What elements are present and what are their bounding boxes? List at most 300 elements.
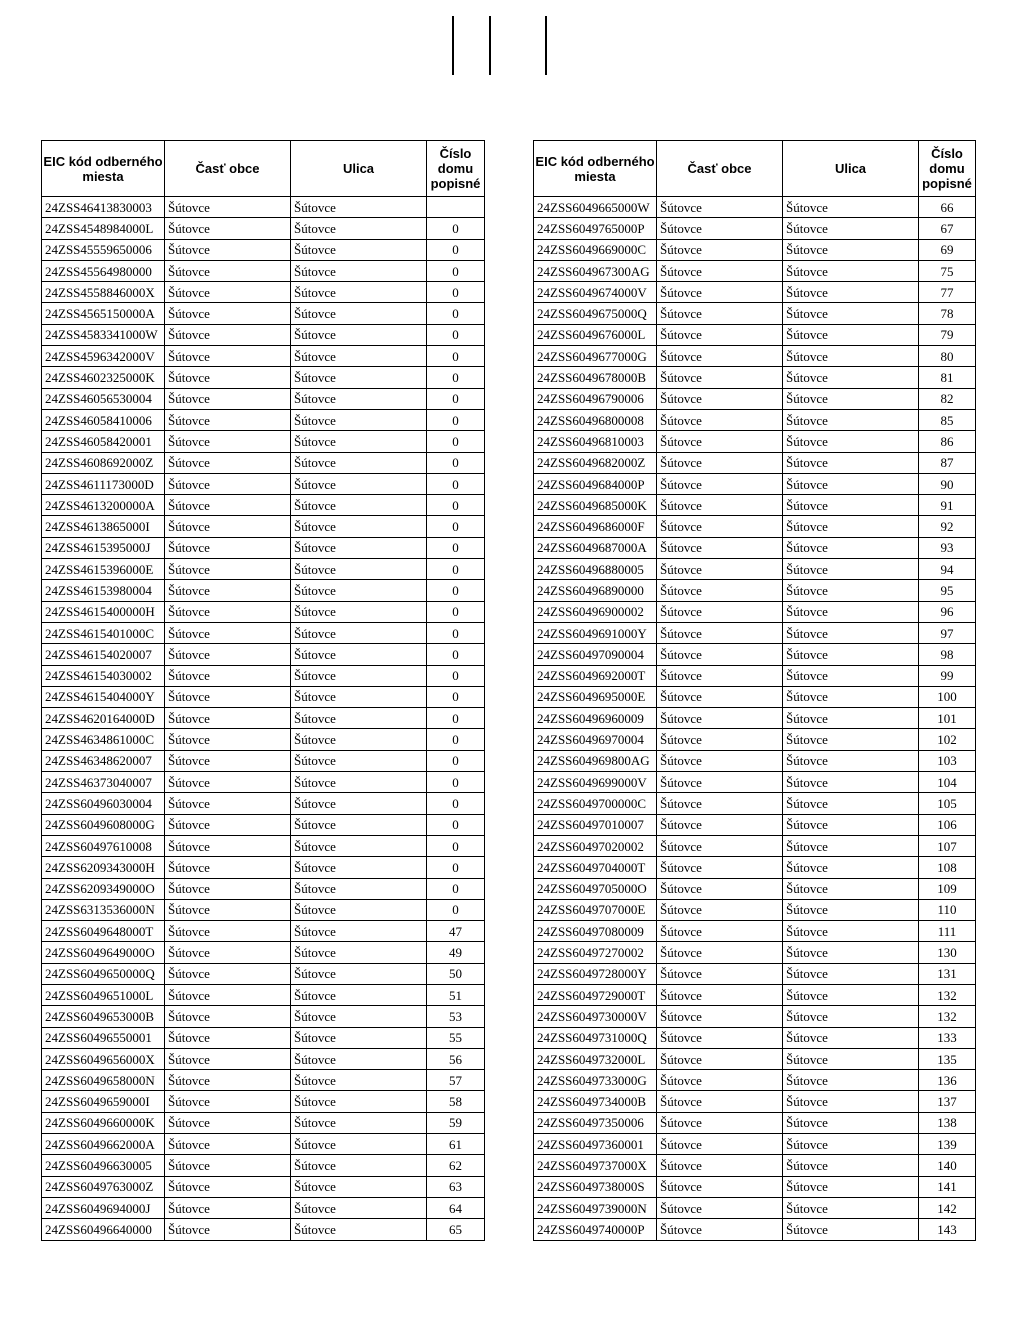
eic-code-cell: 24ZSS4615395000J <box>42 537 165 558</box>
street-cell: Šútovce <box>783 303 919 324</box>
eic-code-cell: 24ZSS60496880005 <box>534 559 657 580</box>
street-cell: Šútovce <box>291 218 427 239</box>
house-number-cell: 0 <box>427 899 485 920</box>
table-row <box>42 665 485 686</box>
street-cell: Šútovce <box>783 239 919 260</box>
part-cell: Šútovce <box>165 622 291 643</box>
street-cell: Šútovce <box>783 473 919 494</box>
part-cell: Šútovce <box>657 984 783 1005</box>
table-row <box>534 835 976 856</box>
eic-code-cell: 24ZSS60496640000 <box>42 1219 165 1240</box>
house-number-cell: 0 <box>427 857 485 878</box>
right-table <box>533 140 976 1241</box>
house-number-cell: 0 <box>427 622 485 643</box>
table-row <box>534 942 976 963</box>
street-cell: Šútovce <box>783 835 919 856</box>
table-row <box>42 303 485 324</box>
part-cell: Šútovce <box>657 324 783 345</box>
header-part: Časť obce <box>165 141 291 197</box>
table-row <box>534 1112 976 1133</box>
part-cell: Šútovce <box>165 1134 291 1155</box>
house-number-cell: 87 <box>919 452 976 473</box>
eic-code-cell: 24ZSS46153980004 <box>42 580 165 601</box>
part-cell: Šútovce <box>165 303 291 324</box>
table-row <box>42 1112 485 1133</box>
street-cell: Šútovce <box>291 239 427 260</box>
street-cell: Šútovce <box>291 1197 427 1218</box>
house-number-cell: 139 <box>919 1134 976 1155</box>
table-row <box>42 559 485 580</box>
table-row <box>42 793 485 814</box>
house-number-cell: 0 <box>427 324 485 345</box>
house-number-cell: 0 <box>427 260 485 281</box>
house-number-cell: 49 <box>427 942 485 963</box>
street-cell: Šútovce <box>291 346 427 367</box>
house-number-cell: 85 <box>919 409 976 430</box>
street-cell: Šútovce <box>291 559 427 580</box>
part-cell: Šútovce <box>165 1070 291 1091</box>
house-number-cell: 0 <box>427 729 485 750</box>
part-cell: Šútovce <box>165 686 291 707</box>
street-cell: Šútovce <box>291 1070 427 1091</box>
part-cell: Šútovce <box>657 516 783 537</box>
street-cell: Šútovce <box>291 452 427 473</box>
table-row <box>534 409 976 430</box>
street-cell: Šútovce <box>291 921 427 942</box>
table-row <box>42 516 485 537</box>
header-part: Časť obce <box>657 141 783 197</box>
house-number-cell: 109 <box>919 878 976 899</box>
header-house-number: Číslo domu popisné <box>427 141 485 197</box>
table-row <box>534 899 976 920</box>
house-number-cell: 0 <box>427 473 485 494</box>
eic-code-cell: 24ZSS4620164000D <box>42 708 165 729</box>
header-house-number: Číslo domu popisné <box>919 141 976 197</box>
street-cell: Šútovce <box>783 1048 919 1069</box>
table-row <box>534 197 976 218</box>
house-number-cell: 111 <box>919 921 976 942</box>
street-cell: Šútovce <box>291 622 427 643</box>
street-cell: Šútovce <box>291 984 427 1005</box>
part-cell: Šútovce <box>165 835 291 856</box>
left-table-body <box>42 197 485 1241</box>
eic-code-cell: 24ZSS45564980000 <box>42 260 165 281</box>
house-number-cell: 0 <box>427 367 485 388</box>
table-row <box>42 1219 485 1240</box>
eic-code-cell: 24ZSS46058410006 <box>42 409 165 430</box>
table-row <box>534 750 976 771</box>
street-cell: Šútovce <box>783 559 919 580</box>
table-row <box>534 665 976 686</box>
eic-code-cell: 24ZSS6049765000P <box>534 218 657 239</box>
table-row <box>534 1070 976 1091</box>
header-row <box>534 141 976 197</box>
eic-code-cell: 24ZSS46058420001 <box>42 431 165 452</box>
eic-code-cell: 24ZSS6049658000N <box>42 1070 165 1091</box>
street-cell: Šútovce <box>291 1219 427 1240</box>
table-row <box>42 346 485 367</box>
part-cell: Šútovce <box>165 665 291 686</box>
street-cell: Šútovce <box>783 1027 919 1048</box>
part-cell: Šútovce <box>657 218 783 239</box>
table-row <box>42 260 485 281</box>
eic-code-cell: 24ZSS6049700000C <box>534 793 657 814</box>
house-number-cell: 96 <box>919 601 976 622</box>
eic-code-cell: 24ZSS4565150000A <box>42 303 165 324</box>
eic-code-cell: 24ZSS6049686000F <box>534 516 657 537</box>
table-row <box>534 239 976 260</box>
part-cell: Šútovce <box>165 1112 291 1133</box>
part-cell: Šútovce <box>657 1176 783 1197</box>
street-cell: Šútovce <box>291 644 427 665</box>
eic-code-cell: 24ZSS6049659000I <box>42 1091 165 1112</box>
street-cell: Šútovce <box>783 772 919 793</box>
street-cell: Šútovce <box>291 1134 427 1155</box>
street-cell: Šútovce <box>783 367 919 388</box>
table-row <box>534 1134 976 1155</box>
street-cell: Šútovce <box>291 835 427 856</box>
part-cell: Šútovce <box>165 708 291 729</box>
eic-code-cell: 24ZSS6049740000P <box>534 1219 657 1240</box>
street-cell: Šútovce <box>291 793 427 814</box>
street-cell: Šútovce <box>291 1006 427 1027</box>
table-row <box>534 1197 976 1218</box>
part-cell: Šútovce <box>657 409 783 430</box>
table-row <box>534 921 976 942</box>
street-cell: Šútovce <box>783 857 919 878</box>
house-number-cell: 92 <box>919 516 976 537</box>
part-cell: Šútovce <box>657 878 783 899</box>
house-number-cell: 104 <box>919 772 976 793</box>
table-row <box>42 814 485 835</box>
table-row <box>534 324 976 345</box>
street-cell: Šútovce <box>291 580 427 601</box>
part-cell: Šútovce <box>165 324 291 345</box>
part-cell: Šútovce <box>657 665 783 686</box>
part-cell: Šútovce <box>657 921 783 942</box>
eic-code-cell: 24ZSS60496030004 <box>42 793 165 814</box>
part-cell: Šútovce <box>165 1027 291 1048</box>
eic-code-cell: 24ZSS6049662000A <box>42 1134 165 1155</box>
street-cell: Šútovce <box>291 473 427 494</box>
eic-code-cell: 24ZSS6049704000T <box>534 857 657 878</box>
table-row <box>534 495 976 516</box>
table-row <box>534 772 976 793</box>
street-cell: Šútovce <box>291 1155 427 1176</box>
house-number-cell: 131 <box>919 963 976 984</box>
house-number-cell: 0 <box>427 409 485 430</box>
table-row <box>42 708 485 729</box>
table-row <box>534 708 976 729</box>
table-row <box>42 644 485 665</box>
eic-code-cell: 24ZSS6049648000T <box>42 921 165 942</box>
part-cell: Šútovce <box>657 1027 783 1048</box>
part-cell: Šútovce <box>657 942 783 963</box>
eic-code-cell: 24ZSS6049699000V <box>534 772 657 793</box>
eic-code-cell: 24ZSS60497270002 <box>534 942 657 963</box>
house-number-cell: 0 <box>427 495 485 516</box>
house-number-cell: 67 <box>919 218 976 239</box>
eic-code-cell: 24ZSS6049730000V <box>534 1006 657 1027</box>
house-number-cell: 0 <box>427 537 485 558</box>
part-cell: Šútovce <box>657 1070 783 1091</box>
eic-code-cell: 24ZSS6049731000Q <box>534 1027 657 1048</box>
eic-code-cell: 24ZSS6049695000E <box>534 686 657 707</box>
eic-code-cell: 24ZSS6049739000N <box>534 1197 657 1218</box>
eic-code-cell: 24ZSS6049682000Z <box>534 452 657 473</box>
part-cell: Šútovce <box>165 473 291 494</box>
house-number-cell: 102 <box>919 729 976 750</box>
house-number-cell: 95 <box>919 580 976 601</box>
street-cell: Šútovce <box>783 218 919 239</box>
eic-code-cell: 24ZSS6313536000N <box>42 899 165 920</box>
street-cell: Šútovce <box>783 495 919 516</box>
part-cell: Šútovce <box>657 729 783 750</box>
table-row <box>42 750 485 771</box>
house-number-cell: 0 <box>427 835 485 856</box>
eic-code-cell: 24ZSS4613200000A <box>42 495 165 516</box>
street-cell: Šútovce <box>291 431 427 452</box>
part-cell: Šútovce <box>657 857 783 878</box>
eic-code-cell: 24ZSS6049684000P <box>534 473 657 494</box>
part-cell: Šútovce <box>657 1197 783 1218</box>
street-cell: Šútovce <box>783 1134 919 1155</box>
street-cell: Šútovce <box>783 899 919 920</box>
part-cell: Šútovce <box>165 452 291 473</box>
part-cell: Šútovce <box>165 750 291 771</box>
street-cell: Šútovce <box>783 1112 919 1133</box>
eic-code-cell: 24ZSS4615401000C <box>42 622 165 643</box>
street-cell: Šútovce <box>783 793 919 814</box>
house-number-cell: 0 <box>427 686 485 707</box>
street-cell: Šútovce <box>291 857 427 878</box>
part-cell: Šútovce <box>165 388 291 409</box>
house-number-cell: 0 <box>427 346 485 367</box>
house-number-cell: 90 <box>919 473 976 494</box>
header-eic: EIC kód odberného miesta <box>42 141 165 197</box>
eic-code-cell: 24ZSS4602325000K <box>42 367 165 388</box>
house-number-cell: 47 <box>427 921 485 942</box>
table-row <box>42 537 485 558</box>
house-number-cell: 97 <box>919 622 976 643</box>
street-cell: Šútovce <box>783 1219 919 1240</box>
eic-code-cell: 24ZSS60496970004 <box>534 729 657 750</box>
house-number-cell: 0 <box>427 793 485 814</box>
eic-code-cell: 24ZSS4596342000V <box>42 346 165 367</box>
part-cell: Šútovce <box>165 984 291 1005</box>
part-cell: Šútovce <box>165 282 291 303</box>
table-row <box>534 388 976 409</box>
eic-code-cell: 24ZSS46373040007 <box>42 772 165 793</box>
house-number-cell: 0 <box>427 516 485 537</box>
eic-code-cell: 24ZSS60496630005 <box>42 1155 165 1176</box>
eic-code-cell: 24ZSS6049651000L <box>42 984 165 1005</box>
house-number-cell: 94 <box>919 559 976 580</box>
table-row <box>42 239 485 260</box>
street-cell: Šútovce <box>783 1091 919 1112</box>
eic-code-cell: 24ZSS60496960009 <box>534 708 657 729</box>
street-cell: Šútovce <box>783 665 919 686</box>
part-cell: Šútovce <box>165 260 291 281</box>
street-cell: Šútovce <box>291 899 427 920</box>
eic-code-cell: 24ZSS6049608000G <box>42 814 165 835</box>
table-row <box>42 899 485 920</box>
vertical-mark-1 <box>452 16 454 75</box>
street-cell: Šútovce <box>291 260 427 281</box>
part-cell: Šútovce <box>657 1219 783 1240</box>
table-row <box>534 1091 976 1112</box>
part-cell: Šútovce <box>165 1155 291 1176</box>
eic-code-cell: 24ZSS46056530004 <box>42 388 165 409</box>
house-number-cell: 0 <box>427 431 485 452</box>
street-cell: Šútovce <box>291 282 427 303</box>
house-number-cell: 75 <box>919 260 976 281</box>
part-cell: Šútovce <box>657 963 783 984</box>
house-number-cell: 82 <box>919 388 976 409</box>
street-cell: Šútovce <box>783 622 919 643</box>
house-number-cell: 0 <box>427 218 485 239</box>
part-cell: Šútovce <box>657 367 783 388</box>
eic-code-cell: 24ZSS6049677000G <box>534 346 657 367</box>
street-cell: Šútovce <box>783 516 919 537</box>
table-row <box>534 218 976 239</box>
street-cell: Šútovce <box>783 1155 919 1176</box>
eic-code-cell: 24ZSS6049707000E <box>534 899 657 920</box>
table-row <box>42 1155 485 1176</box>
house-number-cell: 64 <box>427 1197 485 1218</box>
part-cell: Šútovce <box>165 1219 291 1240</box>
street-cell: Šútovce <box>291 197 427 218</box>
table-row <box>42 686 485 707</box>
part-cell: Šútovce <box>657 239 783 260</box>
table-row <box>42 857 485 878</box>
house-number-cell: 106 <box>919 814 976 835</box>
eic-code-cell: 24ZSS6049687000A <box>534 537 657 558</box>
house-number-cell: 138 <box>919 1112 976 1133</box>
part-cell: Šútovce <box>657 708 783 729</box>
eic-code-cell: 24ZSS4608692000Z <box>42 452 165 473</box>
table-row <box>534 814 976 835</box>
part-cell: Šútovce <box>657 814 783 835</box>
table-row <box>42 984 485 1005</box>
house-number-cell: 0 <box>427 878 485 899</box>
part-cell: Šútovce <box>657 537 783 558</box>
eic-code-cell: 24ZSS6049649000O <box>42 942 165 963</box>
part-cell: Šútovce <box>165 899 291 920</box>
part-cell: Šútovce <box>165 921 291 942</box>
house-number-cell: 77 <box>919 282 976 303</box>
house-number-cell: 57 <box>427 1070 485 1091</box>
street-cell: Šútovce <box>291 942 427 963</box>
part-cell: Šútovce <box>657 793 783 814</box>
street-cell: Šútovce <box>783 686 919 707</box>
table-row <box>42 197 485 218</box>
table-row <box>534 303 976 324</box>
house-number-cell: 62 <box>427 1155 485 1176</box>
eic-code-cell: 24ZSS4615400000H <box>42 601 165 622</box>
eic-code-cell: 24ZSS6049674000V <box>534 282 657 303</box>
eic-code-cell: 24ZSS6049669000C <box>534 239 657 260</box>
street-cell: Šútovce <box>291 324 427 345</box>
house-number-cell: 132 <box>919 984 976 1005</box>
right-table-body <box>534 197 976 1241</box>
header-street: Ulica <box>783 141 919 197</box>
part-cell: Šútovce <box>657 686 783 707</box>
street-cell: Šútovce <box>291 1091 427 1112</box>
house-number-cell: 107 <box>919 835 976 856</box>
table-row <box>534 473 976 494</box>
part-cell: Šútovce <box>657 644 783 665</box>
street-cell: Šútovce <box>783 921 919 942</box>
eic-code-cell: 24ZSS60497020002 <box>534 835 657 856</box>
part-cell: Šútovce <box>657 750 783 771</box>
part-cell: Šútovce <box>657 1048 783 1069</box>
street-cell: Šútovce <box>783 814 919 835</box>
eic-code-cell: 24ZSS45559650006 <box>42 239 165 260</box>
house-number-cell: 105 <box>919 793 976 814</box>
eic-code-cell: 24ZSS4611173000D <box>42 473 165 494</box>
part-cell: Šútovce <box>165 346 291 367</box>
table-row <box>42 580 485 601</box>
eic-code-cell: 24ZSS60497090004 <box>534 644 657 665</box>
house-number-cell: 69 <box>919 239 976 260</box>
part-cell: Šútovce <box>657 772 783 793</box>
house-number-cell: 80 <box>919 346 976 367</box>
house-number-cell: 110 <box>919 899 976 920</box>
eic-code-cell: 24ZSS6049691000Y <box>534 622 657 643</box>
table-row <box>42 1176 485 1197</box>
eic-code-cell: 24ZSS60496900002 <box>534 601 657 622</box>
eic-code-cell: 24ZSS4558846000X <box>42 282 165 303</box>
street-cell: Šútovce <box>783 750 919 771</box>
street-cell: Šútovce <box>291 750 427 771</box>
street-cell: Šútovce <box>291 1027 427 1048</box>
table-row <box>534 644 976 665</box>
part-cell: Šútovce <box>165 1006 291 1027</box>
part-cell: Šútovce <box>165 1197 291 1218</box>
table-row <box>534 601 976 622</box>
part-cell: Šútovce <box>165 495 291 516</box>
eic-code-cell: 24ZSS6049653000B <box>42 1006 165 1027</box>
eic-code-cell: 24ZSS60497080009 <box>534 921 657 942</box>
part-cell: Šútovce <box>657 1091 783 1112</box>
street-cell: Šútovce <box>291 772 427 793</box>
eic-code-cell: 24ZSS60496550001 <box>42 1027 165 1048</box>
house-number-cell: 135 <box>919 1048 976 1069</box>
eic-code-cell: 24ZSS6049737000X <box>534 1155 657 1176</box>
eic-code-cell: 24ZSS6049650000Q <box>42 963 165 984</box>
street-cell: Šútovce <box>783 537 919 558</box>
house-number-cell: 98 <box>919 644 976 665</box>
house-number-cell: 0 <box>427 708 485 729</box>
house-number-cell: 81 <box>919 367 976 388</box>
table-row <box>534 282 976 303</box>
street-cell: Šútovce <box>783 197 919 218</box>
eic-code-cell: 24ZSS60497350006 <box>534 1112 657 1133</box>
eic-code-cell: 24ZSS6049678000B <box>534 367 657 388</box>
street-cell: Šútovce <box>783 1197 919 1218</box>
table-row <box>534 1176 976 1197</box>
table-row <box>42 367 485 388</box>
table-row <box>42 1091 485 1112</box>
table-row <box>534 729 976 750</box>
street-cell: Šútovce <box>783 282 919 303</box>
part-cell: Šútovce <box>165 580 291 601</box>
eic-code-cell: 24ZSS4583341000W <box>42 324 165 345</box>
eic-code-cell: 24ZSS6049676000L <box>534 324 657 345</box>
house-number-cell: 0 <box>427 388 485 409</box>
table-row <box>534 580 976 601</box>
